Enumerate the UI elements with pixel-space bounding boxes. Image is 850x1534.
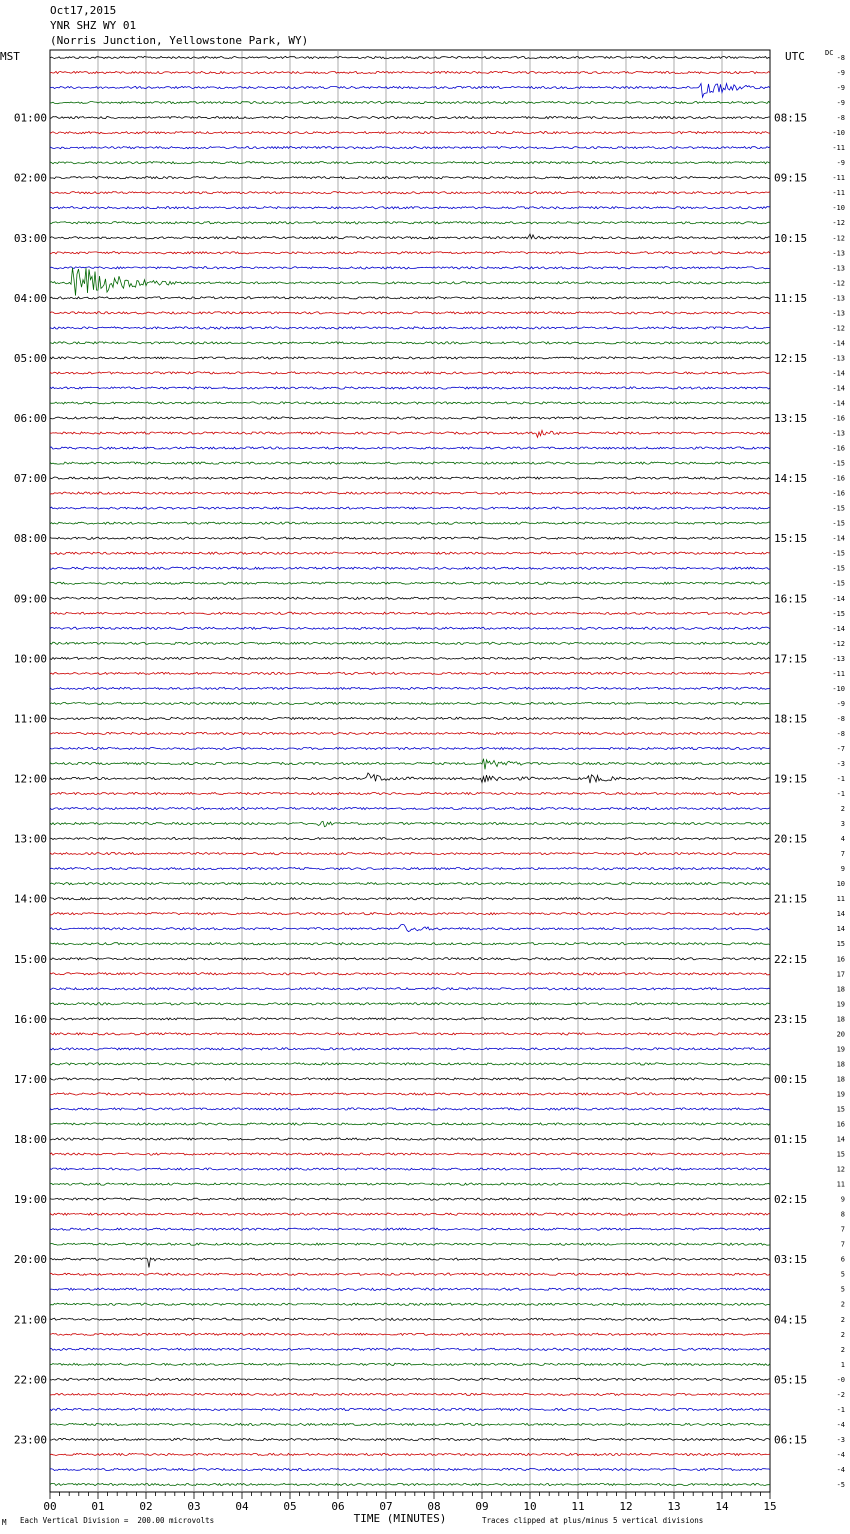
plot-date: Oct17,2015 <box>50 4 117 17</box>
seismic-trace <box>50 357 770 359</box>
seismic-trace <box>50 462 770 464</box>
dc-offset-value: 14 <box>836 925 845 934</box>
dc-offset-value: 15 <box>836 940 845 949</box>
seismic-trace <box>50 838 770 840</box>
seismic-trace <box>50 657 770 659</box>
seismic-trace <box>50 1408 770 1410</box>
dc-offset-value: -5 <box>836 1480 845 1489</box>
seismic-trace <box>50 1168 770 1170</box>
seismic-trace <box>50 1243 770 1245</box>
dc-offset-value: -14 <box>832 339 845 348</box>
seismic-trace <box>50 192 770 194</box>
seismic-trace <box>50 759 770 770</box>
seismic-trace <box>50 447 770 449</box>
seismic-trace <box>50 868 770 870</box>
dc-offset-value: -3 <box>836 1435 845 1444</box>
dc-offset-value: 19 <box>836 1000 845 1009</box>
dc-offset-value: 2 <box>840 1315 845 1324</box>
dc-offset-value: -11 <box>832 669 845 678</box>
left-hour-label: 14:00 <box>13 892 47 906</box>
seismic-trace <box>50 492 770 494</box>
dc-offset-value: 9 <box>840 1195 845 1204</box>
seismic-trace <box>50 267 770 269</box>
dc-offset-value: 7 <box>840 850 845 859</box>
dc-offset-value: -15 <box>832 549 845 558</box>
seismic-trace <box>50 1303 770 1305</box>
dc-offset-value: -0 <box>836 1375 845 1384</box>
scale-note: Each Vertical Division = 200.00 microvolts <box>20 1516 215 1525</box>
x-tick-label: 11 <box>571 1500 585 1513</box>
clip-note: Traces clipped at plus/minus 5 vertical divisions <box>482 1516 704 1525</box>
dc-offset-value: 11 <box>836 895 845 904</box>
left-hour-label: 18:00 <box>13 1133 47 1146</box>
seismic-trace <box>50 1468 770 1470</box>
right-timezone-label: UTC <box>785 50 805 63</box>
seismic-trace <box>50 883 770 885</box>
dc-offset-value: -16 <box>832 414 845 423</box>
right-hour-label: 06:15 <box>774 1433 808 1447</box>
right-hour-label: 17:15 <box>774 652 808 666</box>
dc-offset-value: 5 <box>840 1285 845 1294</box>
seismic-trace <box>50 898 770 900</box>
seismic-trace <box>50 1033 770 1035</box>
dc-offset-value: 16 <box>836 955 845 964</box>
seismic-trace <box>50 747 770 749</box>
seismic-trace <box>50 1363 770 1365</box>
seismic-trace <box>50 821 770 826</box>
dc-offset-value: -14 <box>832 534 845 543</box>
left-hour-label: 09:00 <box>13 592 47 606</box>
seismic-trace <box>50 1393 770 1395</box>
dc-offset-value: -1 <box>836 775 845 783</box>
seismic-trace <box>50 477 770 479</box>
dc-offset-value: -13 <box>832 429 845 438</box>
dc-offset-value: -1 <box>836 790 845 799</box>
seismic-trace <box>50 1318 770 1320</box>
dc-offset-value: -14 <box>832 594 845 603</box>
x-tick-label: 04 <box>235 1500 249 1513</box>
dc-label: DC <box>825 49 834 57</box>
dc-offset-value: -14 <box>832 624 845 633</box>
dc-offset-value: -16 <box>832 489 845 498</box>
seismic-trace <box>50 222 770 224</box>
seismic-trace <box>50 792 770 794</box>
seismic-trace <box>50 1183 770 1185</box>
left-hour-label: 05:00 <box>13 351 47 365</box>
seismic-trace <box>50 1138 770 1140</box>
seismic-trace <box>50 207 770 209</box>
right-hour-label: 01:15 <box>774 1133 808 1146</box>
seismic-trace <box>50 132 770 134</box>
seismic-trace <box>50 687 770 689</box>
right-hour-label: 05:15 <box>774 1373 808 1387</box>
dc-offset-value: 18 <box>836 1060 845 1069</box>
right-hour-label: 22:15 <box>774 952 808 966</box>
seismic-trace <box>50 430 770 437</box>
dc-offset-value: -7 <box>836 744 845 753</box>
x-tick-label: 08 <box>427 1500 441 1513</box>
right-hour-label: 18:15 <box>774 712 808 726</box>
dc-offset-value: -9 <box>836 84 845 93</box>
left-hour-label: 15:00 <box>13 952 47 966</box>
seismic-trace <box>50 117 770 119</box>
dc-offset-value: -12 <box>832 279 845 288</box>
dc-offset-value: -9 <box>836 159 845 168</box>
seismic-trace <box>50 807 770 809</box>
dc-offset-value: -8 <box>836 729 845 738</box>
seismic-trace <box>50 1378 770 1380</box>
dc-offset-value: 18 <box>836 1015 845 1024</box>
x-tick-label: 02 <box>139 1500 153 1513</box>
dc-offset-value: -16 <box>832 444 845 453</box>
dc-offset-value: -4 <box>836 1420 845 1429</box>
x-tick-label: 12 <box>619 1500 633 1513</box>
dc-offset-value: -15 <box>832 579 845 588</box>
seismic-trace <box>50 958 770 960</box>
seismic-trace <box>50 312 770 314</box>
dc-offset-value: -13 <box>832 264 845 273</box>
dc-offset-value: -4 <box>836 1465 845 1474</box>
left-hour-label: 03:00 <box>13 231 47 245</box>
seismic-trace <box>50 252 770 254</box>
dc-offset-value: -12 <box>832 234 845 243</box>
dc-offset-value: -10 <box>832 129 845 138</box>
seismic-trace <box>50 597 770 599</box>
seismic-trace <box>50 1288 770 1290</box>
dc-offset-value: -16 <box>832 474 845 483</box>
right-hour-label: 02:15 <box>774 1193 808 1207</box>
dc-offset-value: -4 <box>836 1450 845 1459</box>
right-hour-label: 14:15 <box>774 472 808 486</box>
dc-offset-value: -14 <box>832 399 845 408</box>
seismic-trace <box>50 522 770 524</box>
dc-offset-value: -9 <box>836 99 845 108</box>
seismic-trace <box>50 234 770 239</box>
x-tick-label: 09 <box>475 1500 489 1513</box>
dc-offset-value: 18 <box>836 985 845 994</box>
seismic-trace <box>50 387 770 389</box>
dc-offset-value: 7 <box>840 1240 845 1249</box>
seismic-trace <box>50 1348 770 1350</box>
dc-offset-value: 9 <box>840 865 845 874</box>
seismic-trace <box>50 537 770 539</box>
seismic-trace <box>50 1063 770 1065</box>
seismic-trace <box>50 56 770 58</box>
seismic-trace <box>50 1198 770 1200</box>
dc-offset-value: 2 <box>840 1345 845 1354</box>
dc-offset-value: -13 <box>832 249 845 258</box>
seismic-trace <box>50 177 770 179</box>
seismic-trace <box>50 1333 770 1335</box>
dc-offset-value: 14 <box>836 1135 845 1144</box>
left-hour-label: 12:00 <box>13 772 47 786</box>
dc-offset-value: 1 <box>840 1360 845 1369</box>
left-timezone-label: MST <box>0 50 20 63</box>
station-code: YNR SHZ WY 01 <box>50 19 137 32</box>
dc-offset-value: -8 <box>836 54 845 62</box>
seismic-trace <box>50 402 770 404</box>
right-hour-label: 20:15 <box>774 832 808 846</box>
right-hour-label: 21:15 <box>774 892 808 906</box>
dc-offset-value: -13 <box>832 654 845 663</box>
dc-offset-value: 2 <box>840 1330 845 1339</box>
seismic-trace <box>50 1048 770 1050</box>
seismic-trace <box>50 84 770 98</box>
dc-offset-value: 19 <box>836 1045 845 1054</box>
seismic-trace <box>50 773 770 783</box>
dc-offset-value: -8 <box>836 114 845 123</box>
left-hour-label: 08:00 <box>13 532 47 546</box>
dc-offset-value: -1 <box>836 1405 845 1414</box>
x-tick-label: 03 <box>187 1500 201 1513</box>
seismic-trace <box>50 913 770 915</box>
seismic-trace <box>50 1258 770 1268</box>
seismic-trace <box>50 717 770 719</box>
dc-offset-value: -12 <box>832 219 845 228</box>
left-hour-label: 11:00 <box>13 712 47 726</box>
dc-offset-value: -11 <box>832 144 845 153</box>
seismic-trace <box>50 102 770 104</box>
x-tick-label: 07 <box>379 1500 393 1513</box>
seismic-trace <box>50 372 770 374</box>
seismic-trace <box>50 1018 770 1020</box>
seismic-trace <box>50 702 770 704</box>
seismic-trace <box>50 612 770 614</box>
dc-offset-value: 19 <box>836 1090 845 1099</box>
seismic-trace <box>50 162 770 164</box>
right-hour-label: 13:15 <box>774 412 808 425</box>
dc-offset-value: 15 <box>836 1105 845 1114</box>
station-location: (Norris Junction, Yellowstone Park, WY) <box>50 34 309 47</box>
dc-offset-value: -15 <box>832 459 845 468</box>
right-hour-label: 11:15 <box>774 291 808 305</box>
dc-offset-value: 6 <box>840 1255 845 1264</box>
x-tick-label: 00 <box>43 1500 57 1513</box>
x-tick-label: 15 <box>763 1500 777 1513</box>
dc-offset-value: -15 <box>832 609 845 618</box>
seismic-trace <box>50 1078 770 1080</box>
left-hour-label: 13:00 <box>13 832 47 846</box>
x-axis-label: TIME (MINUTES) <box>353 1512 447 1525</box>
dc-offset-value: -10 <box>832 204 845 213</box>
left-hour-label: 01:00 <box>13 111 47 125</box>
seismic-trace <box>50 268 770 296</box>
x-tick-label: 14 <box>715 1500 729 1513</box>
dc-offset-value: -12 <box>832 324 845 333</box>
seismic-trace <box>50 1093 770 1095</box>
dc-offset-value: 7 <box>840 1225 845 1234</box>
dc-offset-value: -15 <box>832 504 845 513</box>
dc-offset-value: 10 <box>836 880 845 889</box>
dc-offset-value: 16 <box>836 1120 845 1129</box>
seismic-trace <box>50 567 770 569</box>
footer-mark: M <box>2 1518 7 1527</box>
right-hour-label: 12:15 <box>774 351 808 365</box>
seismic-trace <box>50 1213 770 1215</box>
left-hour-label: 23:00 <box>13 1433 47 1447</box>
dc-offset-value: 2 <box>840 805 845 814</box>
dc-offset-value: -2 <box>836 1390 845 1399</box>
dc-offset-value: 14 <box>836 910 845 919</box>
dc-offset-value: -13 <box>832 309 845 318</box>
right-hour-label: 19:15 <box>774 772 808 786</box>
seismic-trace <box>50 1483 770 1485</box>
seismic-trace <box>50 988 770 990</box>
seismic-trace <box>50 1108 770 1110</box>
left-hour-label: 20:00 <box>13 1253 47 1267</box>
left-hour-label: 16:00 <box>13 1012 47 1026</box>
x-tick-label: 06 <box>331 1500 345 1513</box>
right-hour-label: 23:15 <box>774 1012 808 1026</box>
seismic-trace <box>50 71 770 73</box>
seismic-trace <box>50 327 770 329</box>
dc-offset-value: -15 <box>832 564 845 573</box>
right-hour-label: 00:15 <box>774 1072 808 1086</box>
seismic-trace <box>50 1228 770 1230</box>
right-hour-label: 03:15 <box>774 1253 808 1267</box>
x-tick-label: 05 <box>283 1500 297 1513</box>
dc-offset-value: -13 <box>832 294 845 303</box>
dc-offset-value: 12 <box>836 1165 845 1174</box>
x-tick-label: 10 <box>523 1500 537 1513</box>
dc-offset-value: -3 <box>836 759 845 768</box>
dc-offset-value: -14 <box>832 384 845 393</box>
dc-offset-value: 18 <box>836 1075 845 1084</box>
dc-offset-value: 5 <box>840 1270 845 1279</box>
seismic-trace <box>50 147 770 149</box>
x-tick-label: 01 <box>91 1500 105 1513</box>
seismic-trace <box>50 417 770 419</box>
left-hour-label: 21:00 <box>13 1313 47 1327</box>
right-hour-label: 10:15 <box>774 231 808 245</box>
dc-offset-value: -13 <box>832 354 845 363</box>
seismic-trace <box>50 1438 770 1440</box>
dc-offset-value: -11 <box>832 174 845 183</box>
dc-offset-value: -9 <box>836 699 845 708</box>
seismic-trace <box>50 732 770 734</box>
seismic-trace <box>50 627 770 629</box>
dc-offset-value: 2 <box>840 1300 845 1309</box>
left-hour-label: 10:00 <box>13 652 47 666</box>
seismic-trace <box>50 853 770 855</box>
left-hour-label: 07:00 <box>13 472 47 486</box>
left-hour-label: 17:00 <box>13 1072 47 1086</box>
seismic-trace <box>50 973 770 975</box>
dc-offset-value: 4 <box>840 835 845 844</box>
dc-offset-value: 3 <box>840 820 845 829</box>
dc-offset-value: 20 <box>836 1030 845 1039</box>
right-hour-label: 08:15 <box>774 111 808 125</box>
x-tick-label: 13 <box>667 1500 681 1513</box>
dc-offset-value: -9 <box>836 69 845 78</box>
seismic-trace <box>50 1003 770 1005</box>
seismic-trace <box>50 1453 770 1455</box>
dc-offset-value: -8 <box>836 714 845 723</box>
dc-offset-value: 15 <box>836 1150 845 1159</box>
seismic-trace <box>50 672 770 674</box>
seismic-trace <box>50 1153 770 1155</box>
left-hour-label: 02:00 <box>13 171 47 185</box>
dc-offset-value: -11 <box>832 189 845 198</box>
left-hour-label: 19:00 <box>13 1193 47 1207</box>
seismic-trace <box>50 297 770 299</box>
dc-offset-value: -10 <box>832 684 845 693</box>
dc-offset-value: 17 <box>836 970 845 979</box>
left-hour-label: 04:00 <box>13 291 47 305</box>
dc-offset-value: -15 <box>832 519 845 528</box>
seismic-trace <box>50 342 770 344</box>
seismic-trace <box>50 943 770 945</box>
seismic-trace <box>50 642 770 644</box>
seismic-trace <box>50 507 770 509</box>
dc-offset-value: -12 <box>832 639 845 648</box>
dc-offset-value: -14 <box>832 369 845 378</box>
seismic-trace <box>50 552 770 554</box>
left-hour-label: 06:00 <box>13 412 47 425</box>
seismic-trace <box>50 1123 770 1125</box>
seismic-trace <box>50 925 770 932</box>
seismic-trace <box>50 1423 770 1425</box>
seismic-trace <box>50 1273 770 1275</box>
left-hour-label: 22:00 <box>13 1373 47 1387</box>
right-hour-label: 04:15 <box>774 1313 808 1327</box>
right-hour-label: 16:15 <box>774 592 808 606</box>
right-hour-label: 09:15 <box>774 171 808 185</box>
dc-offset-value: 8 <box>840 1210 845 1219</box>
seismic-trace <box>50 582 770 584</box>
right-hour-label: 15:15 <box>774 532 808 546</box>
dc-offset-value: 11 <box>836 1180 845 1189</box>
